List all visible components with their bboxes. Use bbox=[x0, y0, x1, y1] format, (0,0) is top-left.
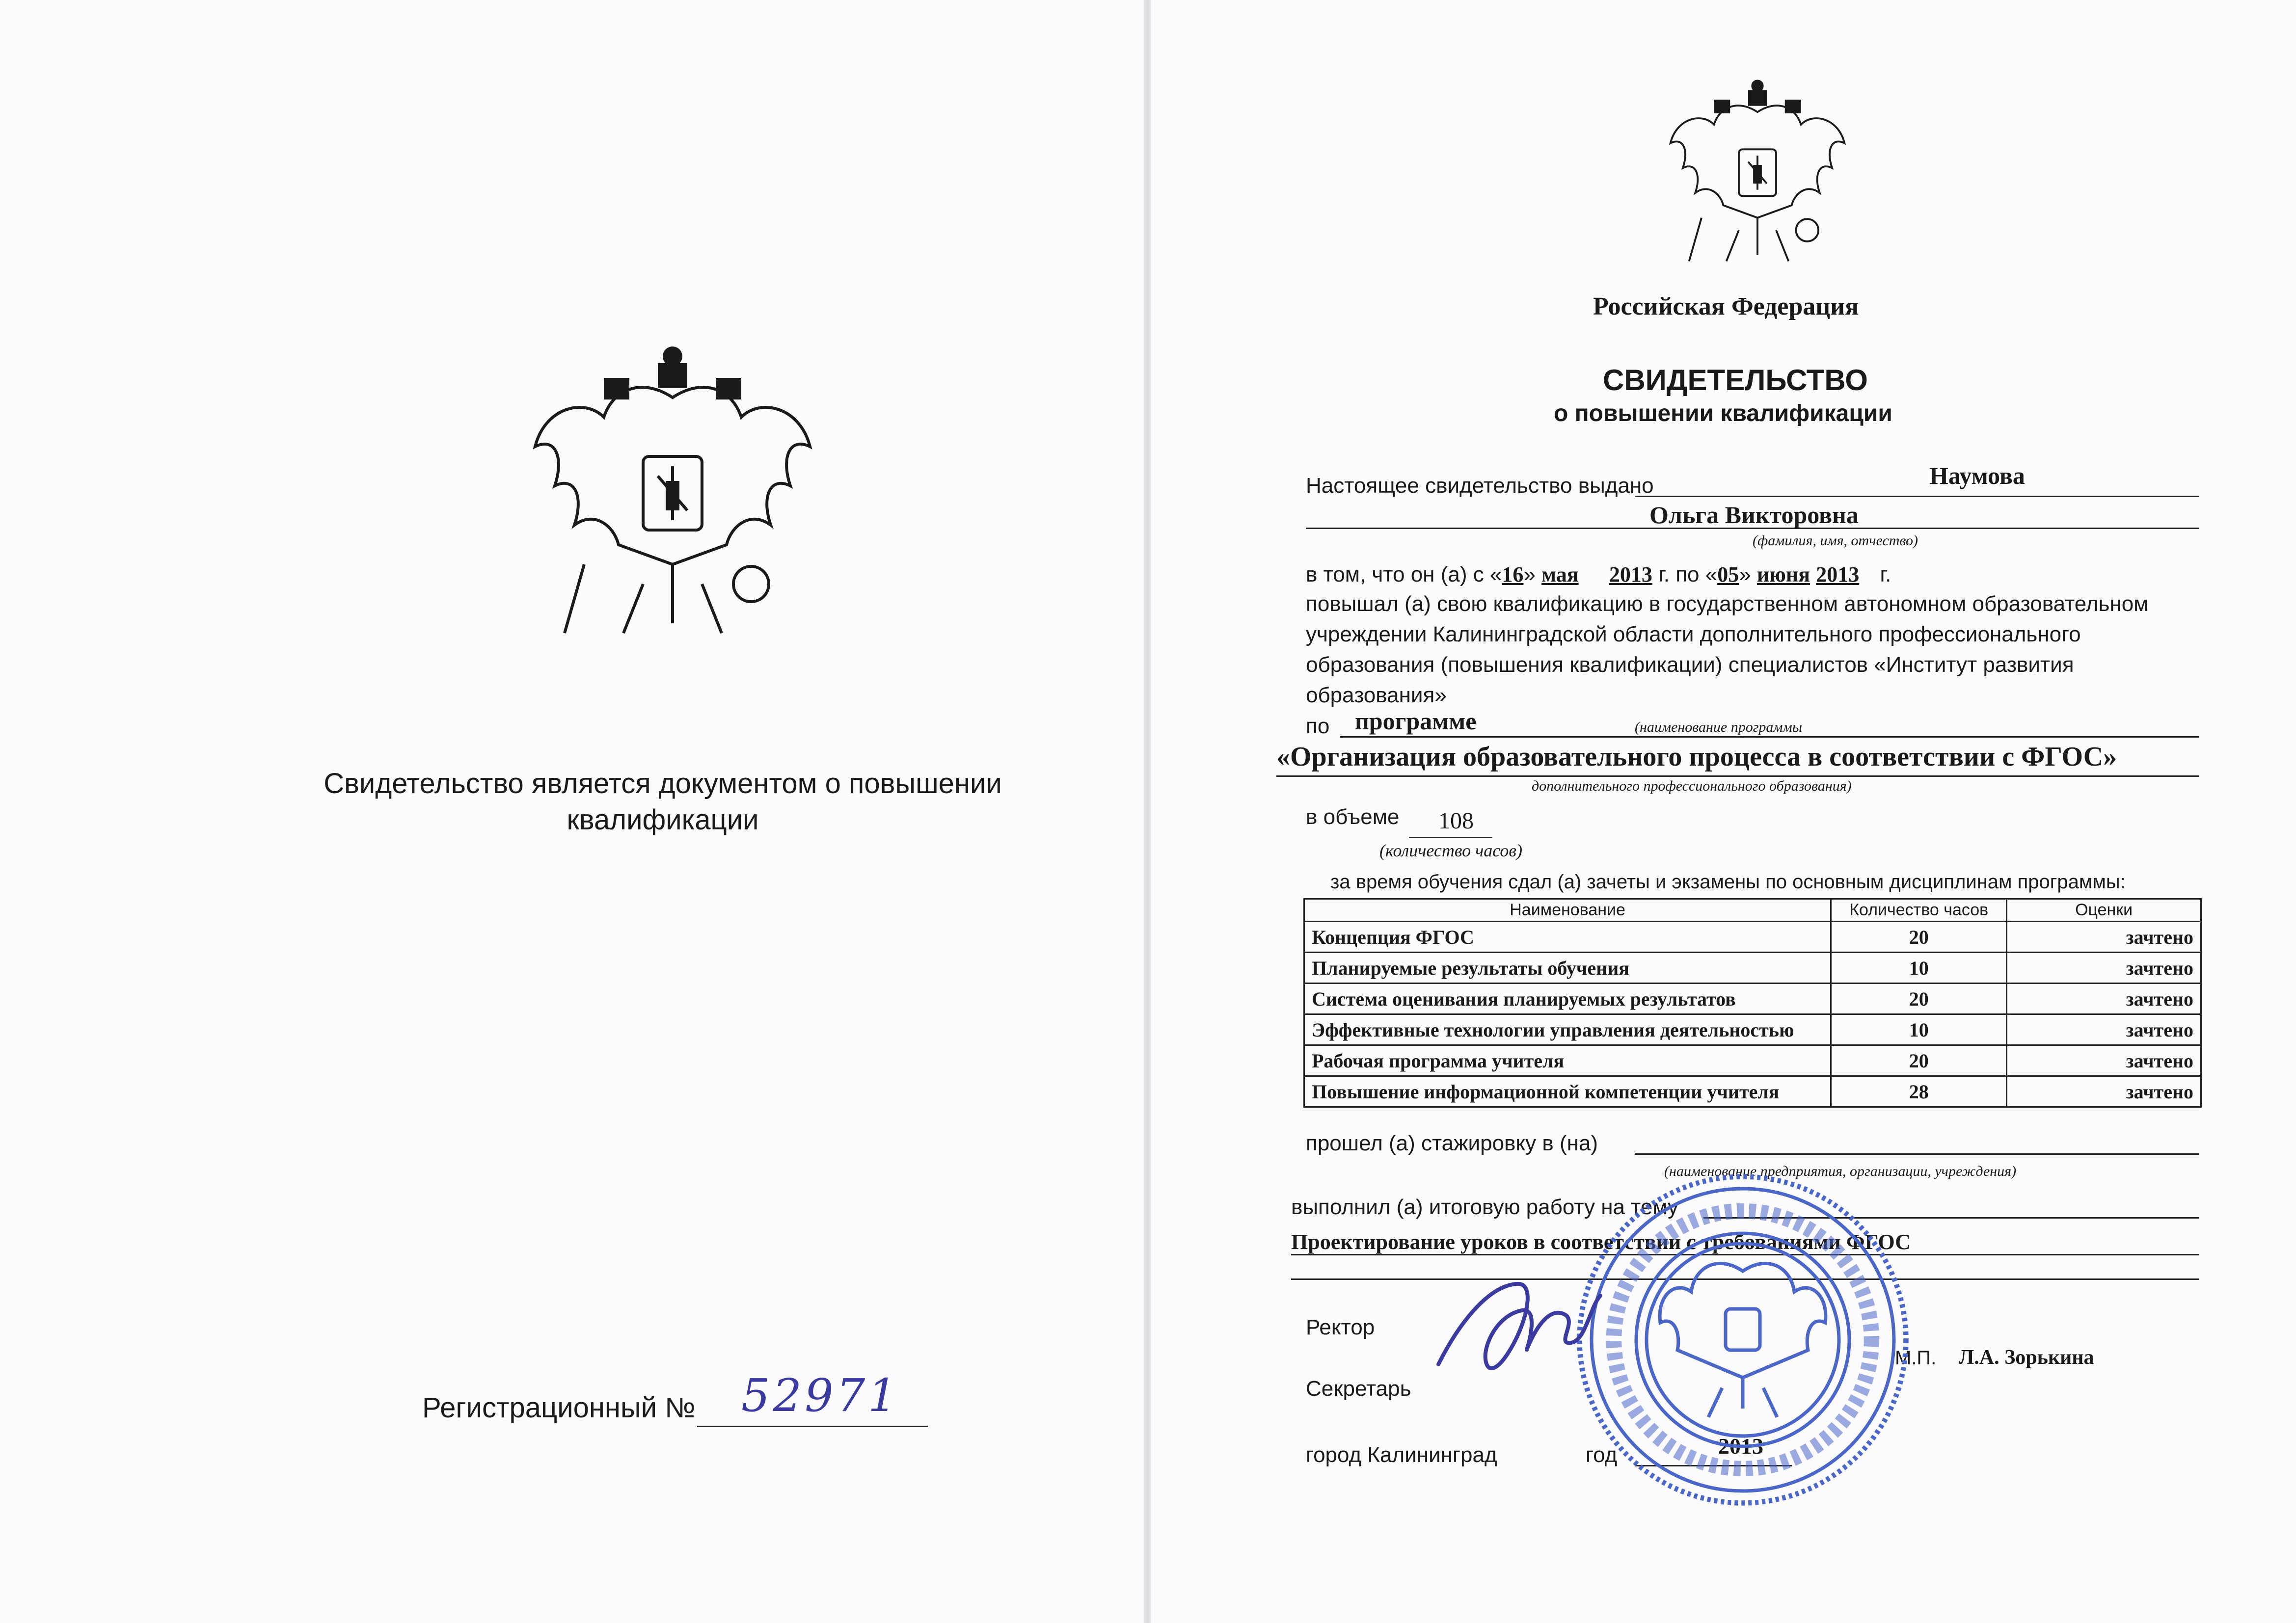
document-subtitle: о повышении квалификации bbox=[1554, 400, 1892, 426]
discipline-name: Концепция ФГОС bbox=[1304, 922, 1831, 953]
state-emblem-icon bbox=[1664, 71, 1851, 277]
institution-line-4: образования» bbox=[1306, 683, 1447, 707]
final-work-topic: Проектирование уроков в соответствии с требованиями ФГОС bbox=[1291, 1230, 1911, 1254]
discipline-hours: 20 bbox=[1831, 1045, 2007, 1076]
start-day: 16 bbox=[1502, 562, 1524, 586]
period-line: в том, что он (а) с «16» мая 2013 г. по «05» июня 2013 г. bbox=[1306, 562, 1891, 586]
start-month: мая bbox=[1541, 562, 1579, 586]
surname-underline bbox=[1635, 496, 2199, 497]
program-underline bbox=[1340, 736, 2199, 738]
document-title: СВИДЕТЕЛЬСТВО bbox=[1603, 364, 1868, 397]
end-month: июня bbox=[1756, 562, 1810, 586]
discipline-grade: зачтено bbox=[2007, 1076, 2201, 1107]
discipline-hours: 20 bbox=[1831, 922, 2007, 953]
column-header-grade: Оценки bbox=[2007, 899, 2201, 922]
official-seal-icon bbox=[1571, 1168, 1915, 1512]
discipline-name: Планируемые результаты обучения bbox=[1304, 953, 1831, 984]
period-prefix: в том, что он (а) с « bbox=[1306, 562, 1502, 586]
discipline-name: Эффективные технологии управления деятельностью bbox=[1304, 1014, 1831, 1045]
city-label: город Калининград bbox=[1306, 1443, 1497, 1467]
issue-year: 2013 bbox=[1718, 1434, 1763, 1459]
discipline-grade: зачтено bbox=[2007, 984, 2201, 1014]
rector-signature-icon bbox=[1429, 1266, 1605, 1394]
name-hint: (фамилия, имя, отчество) bbox=[1753, 532, 1918, 549]
statement bbox=[295, 766, 1031, 838]
table-row bbox=[1304, 1076, 2201, 1107]
rector-name: Л.А. Зорькина bbox=[1959, 1346, 2094, 1369]
volume-hint: (количество часов) bbox=[1379, 841, 1522, 860]
end-day: 05 bbox=[1717, 562, 1739, 586]
table-row bbox=[1304, 922, 2201, 953]
registration-underline bbox=[697, 1426, 928, 1427]
program-word: программе bbox=[1355, 707, 1477, 735]
exams-intro: за время обучения сдал (а) зачеты и экзамены по основным дисциплинам программы: bbox=[1330, 871, 2126, 893]
end-year: 2013 bbox=[1816, 562, 1860, 586]
discipline-name: Повышение информационной компетенции учителя bbox=[1304, 1076, 1831, 1107]
rector-label: Ректор bbox=[1306, 1315, 1375, 1339]
period-mid: г. по « bbox=[1658, 562, 1718, 586]
issued-to-label: Настоящее свидетельство выдано bbox=[1306, 474, 1654, 498]
statement-line-2: квалификации bbox=[567, 804, 759, 836]
internship-hint: (наименование предприятия, организации, учреждения) bbox=[1664, 1163, 2017, 1179]
left-page bbox=[0, 0, 1144, 1623]
program-prefix: по bbox=[1306, 714, 1330, 738]
discipline-hours: 28 bbox=[1831, 1076, 2007, 1107]
secretary-label: Секретарь bbox=[1306, 1377, 1411, 1401]
state-emblem-icon bbox=[525, 339, 820, 653]
registration-number: 52971 bbox=[741, 1369, 900, 1422]
grades-table bbox=[1303, 898, 2202, 1108]
discipline-grade: зачтено bbox=[2007, 1045, 2201, 1076]
volume-hours: 108 bbox=[1438, 808, 1474, 834]
surname: Наумова bbox=[1929, 462, 2025, 489]
table-row bbox=[1304, 1045, 2201, 1076]
institution-line-3: образования (повышения квалификации) специалистов «Институт развития bbox=[1306, 653, 2074, 677]
final-work-label: выполнил (а) итоговую работу на тему bbox=[1291, 1195, 1679, 1219]
institution-line-1: повышал (а) свою квалификацию в государственном автономном образовательном bbox=[1306, 592, 2149, 616]
column-header-hours: Количество часов bbox=[1831, 899, 2007, 922]
given-names: Ольга Викторовна bbox=[1649, 501, 1859, 529]
page-fold bbox=[1144, 0, 1151, 1623]
program-hint-1: (наименование программы bbox=[1635, 719, 1803, 735]
year-suffix: г. bbox=[1880, 562, 1891, 586]
discipline-hours: 10 bbox=[1831, 1014, 2007, 1045]
country-name: Российская Федерация bbox=[1593, 293, 1859, 320]
discipline-hours: 10 bbox=[1831, 953, 2007, 984]
volume-label: в объеме bbox=[1306, 805, 1400, 829]
start-year: 2013 bbox=[1609, 562, 1652, 586]
discipline-grade: зачтено bbox=[2007, 922, 2201, 953]
internship-underline bbox=[1635, 1153, 2199, 1155]
table-row bbox=[1304, 953, 2201, 984]
discipline-hours: 20 bbox=[1831, 984, 2007, 1014]
institution-text bbox=[1306, 589, 2148, 711]
stamp-place-label: М.П. bbox=[1895, 1347, 1937, 1369]
discipline-grade: зачтено bbox=[2007, 1014, 2201, 1045]
program-name: «Организация образовательного процесса в соответствии с ФГОС» bbox=[1276, 742, 2117, 772]
discipline-name: Система оценивания планируемых результатов bbox=[1304, 984, 1831, 1014]
table-header-row bbox=[1304, 899, 2201, 922]
program-name-underline bbox=[1276, 775, 2199, 777]
institution-line-2: учреждении Калининградской области дополнительного профессионального bbox=[1306, 622, 2081, 646]
discipline-grade: зачтено bbox=[2007, 953, 2201, 984]
column-header-name: Наименование bbox=[1304, 899, 1831, 922]
table-row bbox=[1304, 984, 2201, 1014]
volume-underline bbox=[1409, 837, 1492, 838]
registration-label: Регистрационный № bbox=[422, 1392, 696, 1424]
internship-label: прошел (а) стажировку в (на) bbox=[1306, 1131, 1598, 1155]
program-hint-2: дополнительного профессионального образования) bbox=[1532, 778, 1852, 794]
table-row bbox=[1304, 1014, 2201, 1045]
statement-line-1: Свидетельство является документом о повышении bbox=[324, 768, 1002, 799]
discipline-name: Рабочая программа учителя bbox=[1304, 1045, 1831, 1076]
year-label: год bbox=[1586, 1443, 1618, 1467]
